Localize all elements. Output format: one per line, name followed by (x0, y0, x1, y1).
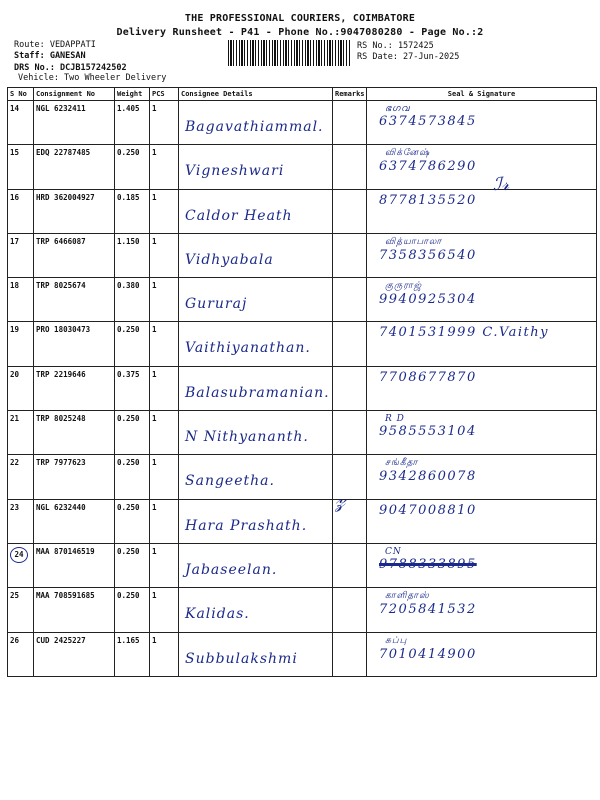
consignee-name: Bagavathiammal. (185, 119, 324, 135)
consignee-name: Vigneshwari (185, 163, 285, 180)
seal-signature-cell (367, 366, 597, 410)
pcs-cell: 1 (150, 278, 179, 322)
seal-signature-cell (367, 322, 597, 366)
consignee-name: Kalidas. (185, 606, 250, 623)
consignee-name: Jabaseelan. (185, 561, 278, 578)
serial-number: 22 (10, 458, 20, 468)
seal-signature-cell (367, 189, 597, 233)
remarks-cell (333, 145, 367, 189)
serial-number: 20 (10, 369, 20, 379)
sno-cell (8, 499, 34, 543)
weight-cell: 1.150 (115, 233, 150, 277)
col-sno: S No (8, 88, 34, 101)
serial-number: 24 (10, 547, 28, 563)
consignee-cell (179, 101, 333, 145)
phone-number: 9342860078 (379, 469, 477, 485)
table-header-row (8, 88, 597, 101)
pcs-cell: 1 (150, 632, 179, 676)
seal-signature-cell (367, 411, 597, 455)
pcs-cell: 1 (150, 189, 179, 233)
table-row (8, 278, 597, 322)
table-row (8, 189, 597, 233)
consignee-name: Vidhyabala (185, 251, 274, 268)
pcs-cell: 1 (150, 322, 179, 366)
phone-number: 9585553104 (379, 424, 477, 440)
consignee-name: Subbulakshmi (185, 650, 298, 667)
consignee-cell (179, 145, 333, 189)
serial-number: 16 (10, 192, 20, 202)
table-row (8, 632, 597, 676)
phone-number: 7401531999 C.Vaithy (379, 325, 550, 341)
table-row (8, 366, 597, 410)
consignee-name: Hara Prashath. (185, 517, 308, 534)
barcode (228, 40, 350, 66)
seal-signature-cell (367, 543, 597, 587)
pcs-cell: 1 (150, 366, 179, 410)
consignee-name: Gururaj (185, 296, 248, 313)
table-row (8, 233, 597, 277)
col-weight: Weight (115, 88, 150, 101)
pcs-cell: 1 (150, 145, 179, 189)
signature: வித்யாபாலா (385, 236, 443, 247)
sno-cell (8, 411, 34, 455)
signature: சுப்பு (385, 635, 408, 646)
table-row (8, 499, 597, 543)
pcs-cell: 1 (150, 499, 179, 543)
runsheet-title: Delivery Runsheet - P41 - Phone No.:9047080280 - Page No.:2 (116, 27, 484, 38)
serial-number: 14 (10, 104, 20, 113)
seal-signature-cell (367, 278, 597, 322)
remarks-cell (333, 233, 367, 277)
route-label: Route: VEDAPPATI (14, 40, 96, 50)
phone-number: 9940925304 (379, 292, 477, 308)
serial-number: 25 (10, 591, 20, 601)
seal-signature-cell (367, 632, 597, 676)
sno-cell (8, 632, 34, 676)
col-pcs: PCS (150, 88, 179, 101)
consignee-cell (179, 322, 333, 366)
pcs-cell: 1 (150, 411, 179, 455)
weight-cell: 0.250 (115, 411, 150, 455)
seal-signature-cell (367, 233, 597, 277)
serial-number: 26 (10, 635, 20, 645)
consignment-cell: MAA 870146519 (34, 543, 115, 587)
consignee-cell (179, 499, 333, 543)
consignee-cell (179, 366, 333, 410)
seal-signature-cell (367, 145, 597, 189)
signature: CN (385, 546, 402, 557)
signature-scribble: ℐ𝓇 (493, 174, 509, 195)
phone-number: 9047008810 (379, 502, 477, 518)
remarks-cell (333, 411, 367, 455)
weight-cell: 1.405 (115, 101, 150, 145)
weight-cell: 0.185 (115, 189, 150, 233)
phone-number: 9788333895 (379, 556, 477, 572)
signature: R D (385, 414, 405, 425)
remarks-cell (333, 632, 367, 676)
phone-number: 7358356540 (379, 247, 477, 263)
consignment-cell: TRP 6466087 (34, 233, 115, 277)
table-row (8, 322, 597, 366)
consignee-name: Sangeetha. (185, 473, 275, 490)
company-title: THE PROFESSIONAL COURIERS, COIMBATORE (184, 13, 416, 24)
vehicle-label: Vehicle: Two Wheeler Delivery (18, 73, 167, 83)
consignment-cell: TRP 7977623 (34, 455, 115, 499)
pcs-cell: 1 (150, 455, 179, 499)
remarks-cell (333, 588, 367, 632)
sno-cell (8, 366, 34, 410)
consignment-cell: NGL 6232440 (34, 499, 115, 543)
sno-cell (8, 145, 34, 189)
weight-cell: 0.250 (115, 588, 150, 632)
col-remarks: Remarks (333, 88, 367, 101)
staff-label: Staff: GANESAN (14, 51, 86, 61)
remarks-cell (333, 366, 367, 410)
phone-number: 6374573845 (379, 114, 477, 129)
rs-number: RS No.: 1572425 (357, 41, 434, 51)
consignment-cell: TRP 2219646 (34, 366, 115, 410)
consignee-cell (179, 233, 333, 277)
phone-number: 6374786290 (379, 159, 477, 175)
table-row (8, 543, 597, 587)
col-seal-signature: Seal & Signature (367, 88, 597, 101)
signature: காளிதாஸ் (385, 591, 430, 602)
weight-cell: 0.375 (115, 366, 150, 410)
seal-signature-cell (367, 101, 597, 145)
sno-cell (8, 588, 34, 632)
consignee-cell (179, 411, 333, 455)
remarks-cell (333, 278, 367, 322)
consignment-cell: MAA 708591685 (34, 588, 115, 632)
weight-cell: 0.250 (115, 145, 150, 189)
consignment-cell: CUD 2425227 (34, 632, 115, 676)
serial-number: 23 (10, 502, 20, 512)
pcs-cell: 1 (150, 233, 179, 277)
sno-cell (8, 543, 34, 587)
phone-number: 7708677870 (379, 369, 477, 385)
remarks-cell (333, 322, 367, 366)
sno-cell (8, 455, 34, 499)
drs-label: DRS No.: DCJB157242502 (14, 63, 127, 73)
signature: சங்கீதா (385, 458, 419, 469)
col-consignment: Consignment No (34, 88, 115, 101)
table-row (8, 101, 597, 145)
rs-date: RS Date: 27-Jun-2025 (357, 52, 460, 62)
phone-number: 8778135520 (379, 192, 477, 208)
weight-cell: 1.165 (115, 632, 150, 676)
table-row (8, 455, 597, 499)
sno-cell (8, 322, 34, 366)
remarks-cell (333, 543, 367, 587)
consignee-name: Vaithiyanathan. (185, 340, 311, 357)
serial-number: 17 (10, 236, 20, 246)
weight-cell: 0.250 (115, 322, 150, 366)
consignment-cell: TRP 8025674 (34, 278, 115, 322)
seal-signature-cell (367, 455, 597, 499)
consignment-cell: EDQ 22787485 (34, 145, 115, 189)
consignee-name: N Nithyananth. (185, 429, 309, 446)
pcs-cell: 1 (150, 588, 179, 632)
serial-number: 21 (10, 414, 20, 424)
consignment-cell: TRP 8025248 (34, 411, 115, 455)
phone-number: 7205841532 (379, 602, 477, 618)
serial-number: 18 (10, 281, 20, 291)
table-row (8, 588, 597, 632)
sno-cell (8, 278, 34, 322)
remarks-cell (333, 101, 367, 145)
signature: குருராஜ் (385, 281, 423, 292)
signature-scribble: 𝓏 (335, 488, 346, 513)
consignment-cell: NGL 6232411 (34, 101, 115, 145)
consignee-cell (179, 543, 333, 587)
weight-cell: 0.380 (115, 278, 150, 322)
serial-number: 19 (10, 325, 20, 335)
seal-signature-cell (367, 499, 597, 543)
col-consignee: Consignee Details (179, 88, 333, 101)
pcs-cell: 1 (150, 101, 179, 145)
consignee-cell (179, 278, 333, 322)
sno-cell (8, 189, 34, 233)
phone-number: 7010414900 (379, 646, 477, 662)
pcs-cell: 1 (150, 543, 179, 587)
sno-cell (8, 101, 34, 145)
signature: ഭഗവ (385, 104, 410, 114)
seal-signature-cell (367, 588, 597, 632)
consignment-cell: PRO 18030473 (34, 322, 115, 366)
weight-cell: 0.250 (115, 543, 150, 587)
consignee-name: Balasubramanian. (185, 384, 330, 401)
consignment-cell: HRD 362004927 (34, 189, 115, 233)
table-row (8, 411, 597, 455)
consignee-name: Caldor Heath (185, 207, 293, 224)
serial-number: 15 (10, 148, 20, 158)
consignee-cell (179, 189, 333, 233)
sno-cell (8, 233, 34, 277)
remarks-cell (333, 189, 367, 233)
consignee-cell (179, 588, 333, 632)
signature: விக்னேஷ் (385, 148, 431, 159)
consignee-cell (179, 632, 333, 676)
consignee-cell (179, 455, 333, 499)
weight-cell: 0.250 (115, 455, 150, 499)
weight-cell: 0.250 (115, 499, 150, 543)
